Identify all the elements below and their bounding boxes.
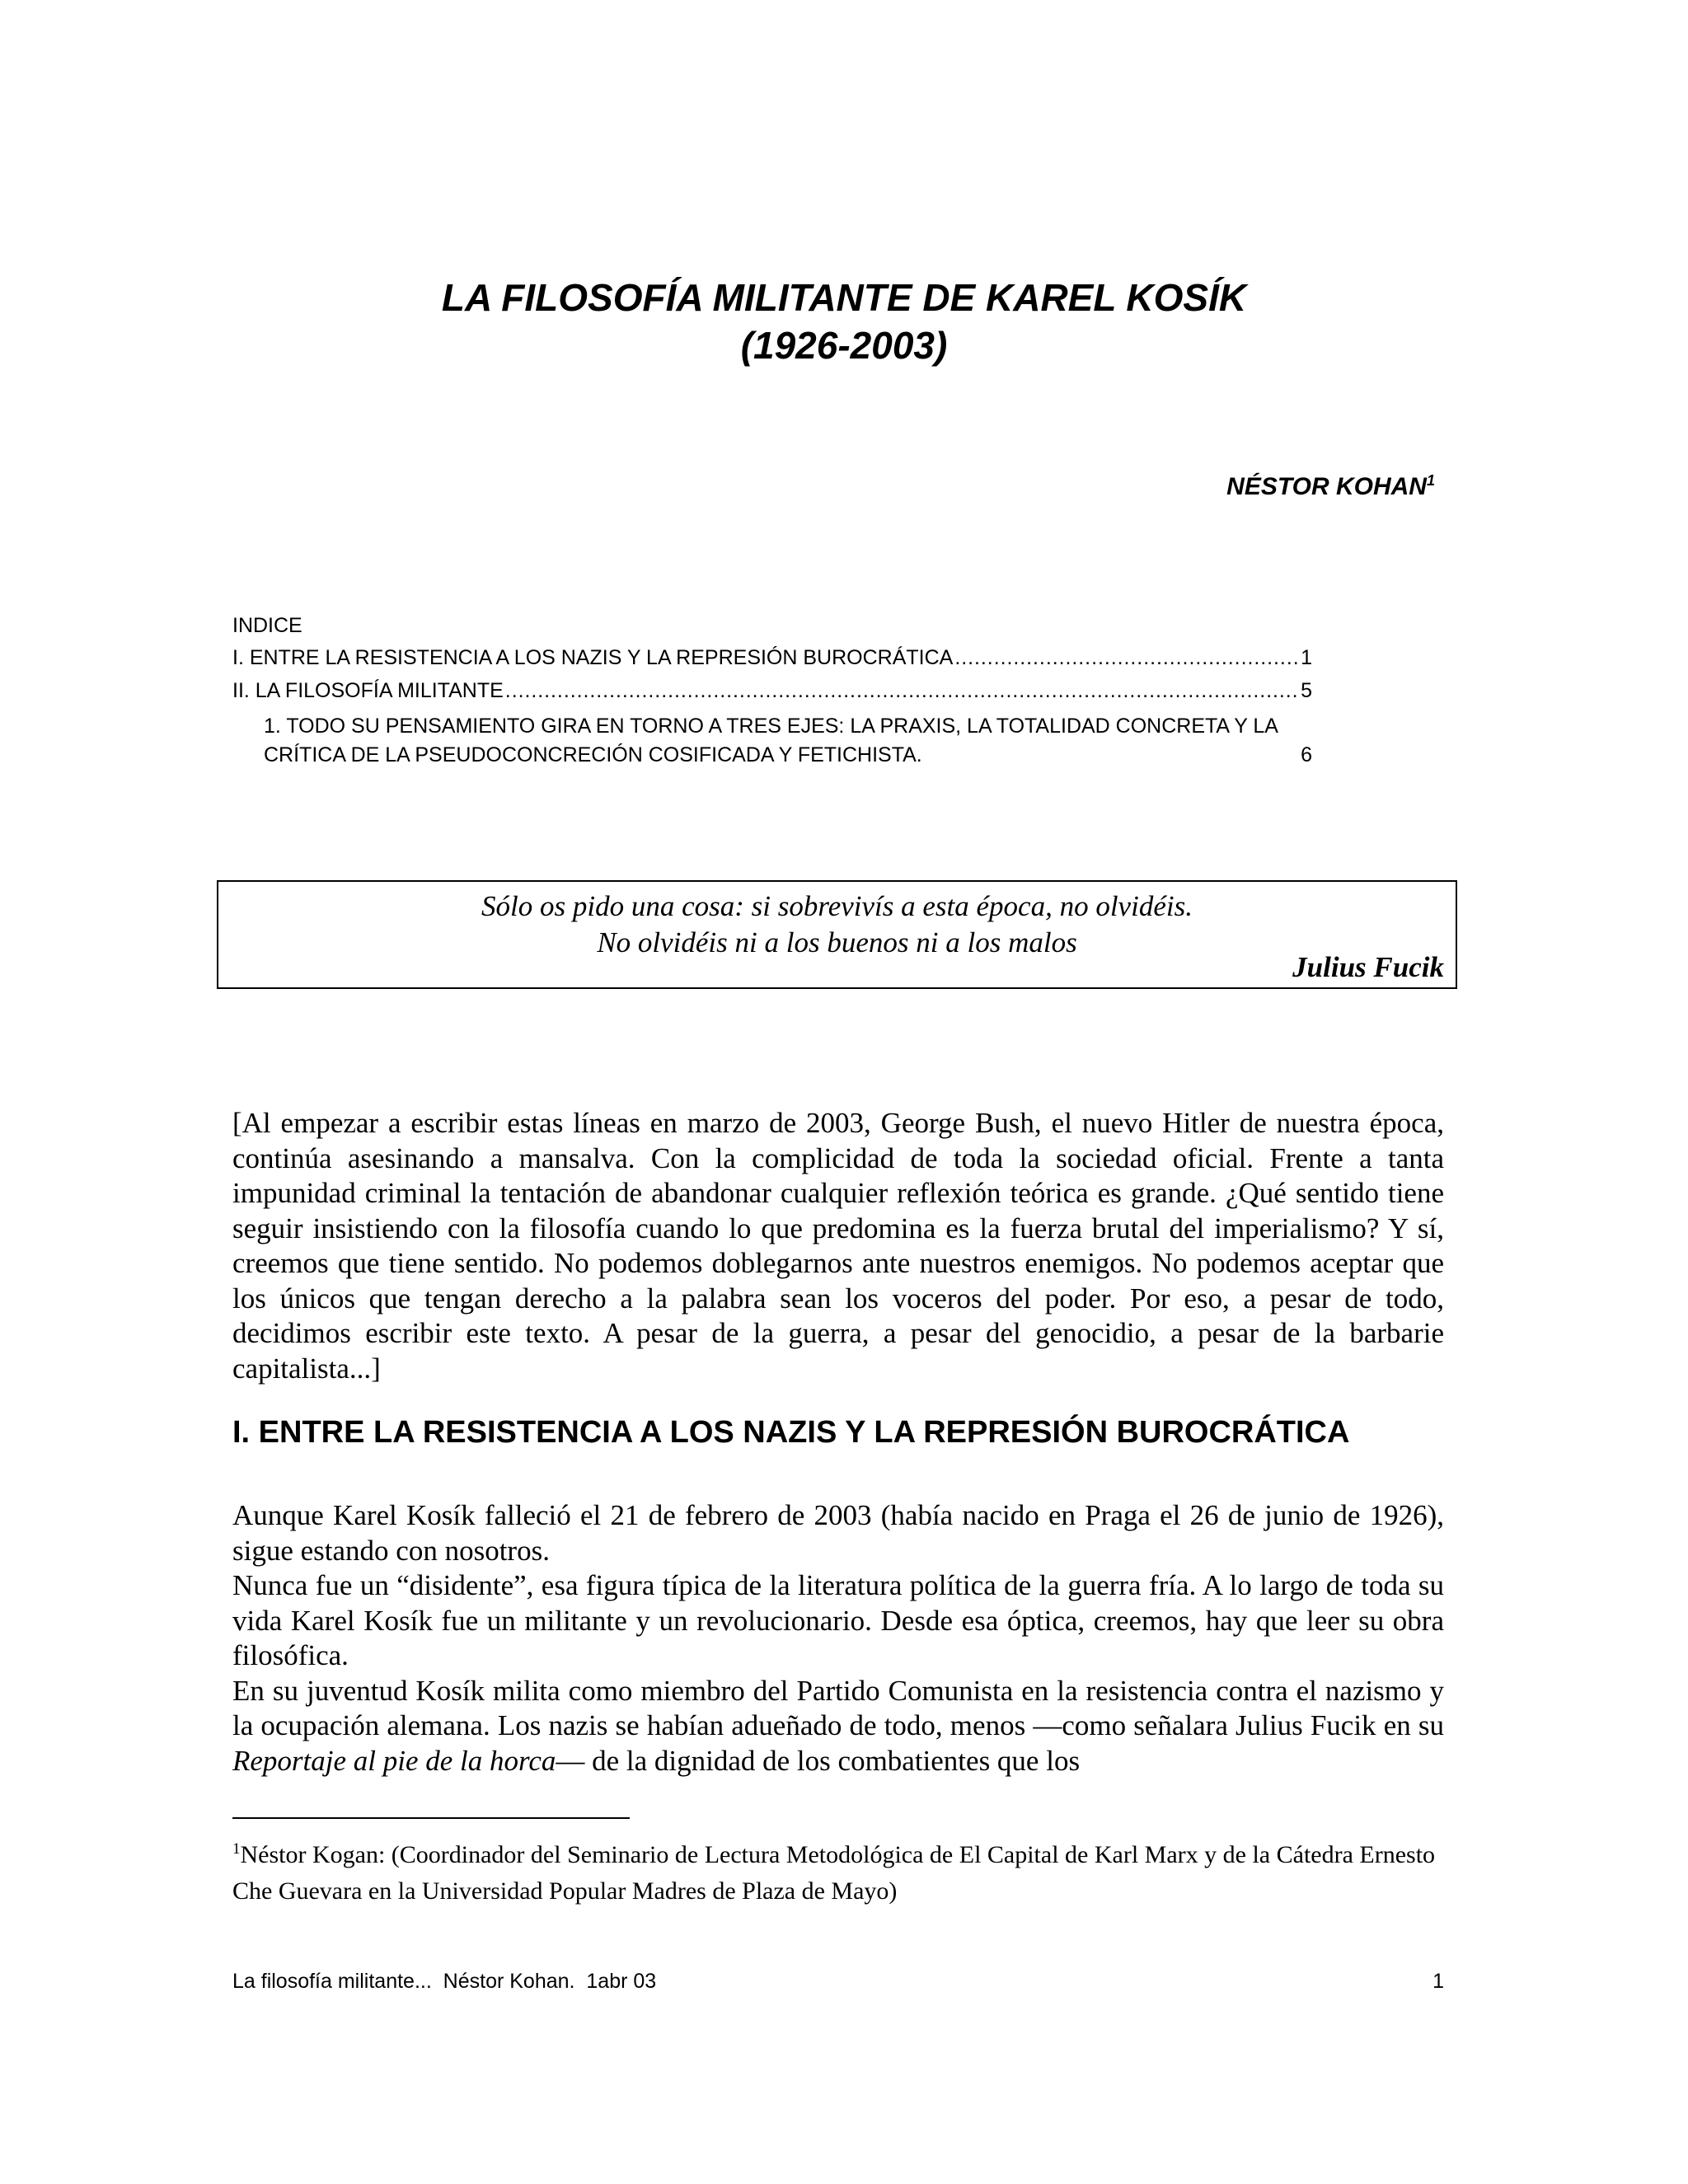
document-title bbox=[0, 274, 1688, 369]
toc-sub-entry-label-line1: 1. TODO SU PENSAMIENTO GIRA EN TORNO A TRES EJES: LA PRAXIS, LA TOTALIDAD CONCRETA Y LA bbox=[264, 715, 1278, 738]
epigraph-box bbox=[217, 880, 1457, 989]
toc-sub-entry[interactable] bbox=[232, 712, 1312, 770]
section-heading: I. ENTRE LA RESISTENCIA A LOS NAZIS Y LA REPRESIÓN BUROCRÁTICA bbox=[232, 1415, 1350, 1450]
author-text: NÉSTOR KOHAN bbox=[1226, 473, 1427, 500]
footer-running-title: La filosofía militante... Néstor Kohan. 1abr 03 bbox=[232, 1970, 657, 1993]
toc-entry-page: 5 bbox=[1301, 679, 1312, 702]
epigraph-line-1: Sólo os pido una cosa: si sobrevivís a esta época, no olvidéis. bbox=[481, 890, 1193, 922]
toc-entry[interactable] bbox=[232, 641, 1312, 674]
paragraph-text: En su juventud Kosík milita como miembro del Partido Comunista en la resistencia contra el nazismo y la ocupación alemana. Los nazis se habían adueñado de todo, menos —como señalara Julius Fucik en su bbox=[232, 1674, 1444, 1741]
table-of-contents bbox=[232, 610, 1312, 770]
paragraph-text: — de la dignidad de los combatientes que los bbox=[556, 1744, 1081, 1777]
toc-leader-dots bbox=[505, 674, 1299, 707]
toc-entry[interactable] bbox=[232, 674, 1312, 707]
toc-sub-entry-page: 6 bbox=[1301, 743, 1312, 766]
book-title: Reportaje al pie de la horca bbox=[232, 1744, 556, 1777]
epigraph-line-2: No olvidéis ni a los buenos ni a los malos bbox=[597, 926, 1077, 958]
title-line-2: (1926-2003) bbox=[740, 324, 948, 367]
paragraph: Aunque Karel Kosík falleció el 21 de febrero de 2003 (había nacido en Praga el 26 de junio de 1926), sigue estando con nosotros. bbox=[232, 1499, 1444, 1567]
intro-paragraph: [Al empezar a escribir estas líneas en marzo de 2003, George Bush, el nuevo Hitler de nuestra época, continúa asesinando a mansalva. Con la complicidad de toda la sociedad oficial. Frente a tanta impunidad criminal la tentación de abandonar cualquier reflexión teórica es grande. ¿Qué sentido tiene seguir insistiendo con la filosofía cuando lo que predomina es la fuerza brutal del imperialismo? Y sí, creemos que tiene sentido. No podemos doblegarnos ante nuestros enemigos. No podemos aceptar que los únicos que tengan derecho a la palabra sean los voceros del poder. Por eso, a pesar de todo, decidimos escribir este texto. A pesar de la guerra, a pesar del genocidio, a pesar de la barbarie capitalista...] bbox=[232, 1107, 1444, 1385]
paragraph: Nunca fue un “disidente”, esa figura típica de la literatura política de la guerra fría. A lo largo de toda su vida Karel Kosík fue un militante y un revolucionario. Desde esa óptica, creemos, hay que leer su obra filosófica. bbox=[232, 1569, 1444, 1671]
title-line-1: LA FILOSOFÍA MILITANTE DE KAREL KOSÍK bbox=[441, 276, 1247, 319]
page-footer bbox=[232, 1970, 1444, 1994]
section-body bbox=[232, 1498, 1444, 1779]
toc-heading: INDICE bbox=[232, 614, 302, 637]
toc-leader-dots bbox=[954, 641, 1299, 674]
author-footnote-mark[interactable]: 1 bbox=[1426, 472, 1435, 489]
toc-entry-label: I. ENTRE LA RESISTENCIA A LOS NAZIS Y LA REPRESIÓN BUROCRÁTICA bbox=[232, 646, 954, 669]
toc-entry-page: 1 bbox=[1301, 646, 1312, 669]
epigraph-attribution: Julius Fucik bbox=[1292, 951, 1444, 983]
paragraph bbox=[232, 1674, 1444, 1779]
toc-sub-entry-label-line2: CRÍTICA DE LA PSEUDOCONCRECIÓN COSIFICADA Y FETICHISTA. bbox=[264, 743, 922, 766]
author-name bbox=[1226, 472, 1435, 501]
page-number: 1 bbox=[1432, 1970, 1444, 1993]
toc-entry-label: II. LA FILOSOFÍA MILITANTE bbox=[232, 679, 504, 702]
footnote-mark: 1 bbox=[232, 1840, 241, 1858]
footnote bbox=[232, 1831, 1444, 1910]
footnote-separator bbox=[232, 1817, 630, 1819]
footnote-text: Néstor Kogan: (Coordinador del Seminario de Lectura Metodológica de El Capital de Karl Marx y de la Cátedra Ernesto Che Guevara en la Universidad Popular Madres de Plaza de Mayo) bbox=[232, 1841, 1436, 1905]
